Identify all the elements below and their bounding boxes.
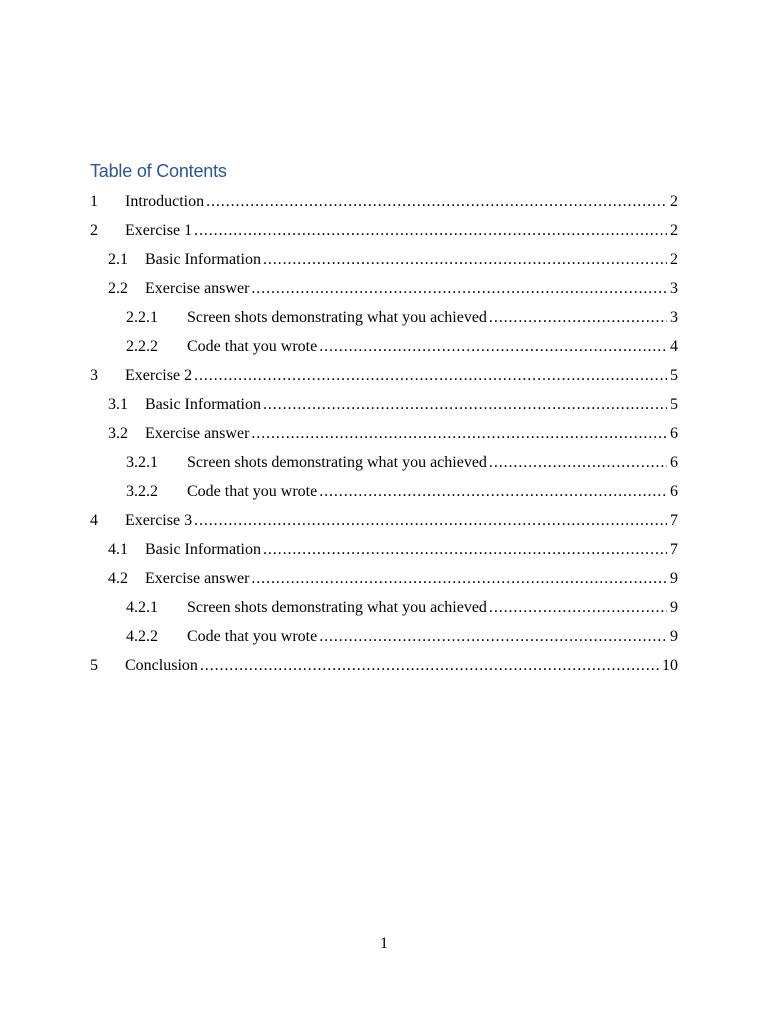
toc-entry-page: 9 (670, 569, 678, 587)
toc-entry[interactable] (90, 506, 678, 535)
toc-entry-number: 2.2.1 (126, 308, 158, 326)
toc-entry-title: Exercise 3 (125, 511, 193, 529)
toc-dot-leader (263, 395, 667, 415)
toc-dot-leader (319, 627, 667, 647)
toc-entry-page: 5 (670, 366, 678, 384)
toc-entry-title: Conclusion (125, 656, 198, 674)
toc-entry[interactable] (90, 593, 678, 622)
toc-entry-number: 4.2.2 (126, 627, 158, 645)
toc-dot-leader (263, 540, 667, 560)
toc-entry-page: 10 (662, 656, 678, 674)
toc-entry-number: 4 (90, 511, 98, 529)
toc-entry-title: Basic Information (145, 540, 261, 558)
toc-entry[interactable] (90, 303, 678, 332)
toc-entry-title: Exercise answer (145, 279, 250, 297)
toc-entry-page: 6 (670, 424, 678, 442)
toc-entry-page: 7 (670, 511, 678, 529)
toc-dot-leader (251, 569, 667, 589)
toc-entry-number: 2 (90, 221, 98, 239)
toc-entry[interactable] (90, 477, 678, 506)
toc-entry-number: 1 (90, 192, 98, 210)
toc-dot-leader (194, 366, 667, 386)
toc-entry[interactable] (90, 448, 678, 477)
toc-entry-title: Exercise 1 (125, 221, 193, 239)
toc-entry[interactable] (90, 419, 678, 448)
toc-entry-number: 2.1 (108, 250, 128, 268)
toc-entry-page: 6 (670, 453, 678, 471)
toc-entry[interactable] (90, 622, 678, 651)
toc-entry-title: Code that you wrote (187, 482, 318, 500)
toc-heading: Table of Contents (90, 161, 227, 181)
toc-dot-leader (263, 250, 667, 270)
toc-entry-number: 3.1 (108, 395, 128, 413)
toc-entry[interactable] (90, 651, 678, 680)
toc-dot-leader (206, 192, 667, 212)
toc-dot-leader (251, 279, 667, 299)
toc-dot-leader (319, 482, 667, 502)
toc-entry-page: 2 (670, 192, 678, 210)
toc-dot-leader (489, 453, 667, 473)
page-number: 1 (380, 935, 388, 952)
toc-entry-title: Screen shots demonstrating what you achieved (187, 453, 487, 471)
toc-entry-title: Code that you wrote (187, 627, 318, 645)
toc-entry-page: 4 (670, 337, 678, 355)
toc-dot-leader (194, 511, 667, 531)
toc-entry-title: Exercise 2 (125, 366, 193, 384)
toc-entry[interactable] (90, 245, 678, 274)
toc-entry[interactable] (90, 332, 678, 361)
toc-entry-title: Screen shots demonstrating what you achieved (187, 308, 487, 326)
toc-dot-leader (251, 424, 667, 444)
toc-list (90, 187, 678, 680)
toc-dot-leader (194, 221, 667, 241)
toc-entry[interactable] (90, 361, 678, 390)
toc-entry-title: Code that you wrote (187, 337, 318, 355)
toc-entry-page: 9 (670, 598, 678, 616)
toc-entry-number: 3 (90, 366, 98, 384)
toc-entry[interactable] (90, 274, 678, 303)
toc-entry[interactable] (90, 216, 678, 245)
toc-entry-page: 3 (670, 308, 678, 326)
toc-entry-title: Exercise answer (145, 569, 250, 587)
toc-entry[interactable] (90, 187, 678, 216)
toc-entry-number: 4.1 (108, 540, 128, 558)
toc-entry-number: 3.2.2 (126, 482, 158, 500)
toc-entry-page: 6 (670, 482, 678, 500)
toc-entry-page: 7 (670, 540, 678, 558)
toc-entry-page: 3 (670, 279, 678, 297)
toc-entry-page: 9 (670, 627, 678, 645)
toc-entry-title: Screen shots demonstrating what you achieved (187, 598, 487, 616)
toc-entry-number: 5 (90, 656, 98, 674)
toc-entry-page: 2 (670, 221, 678, 239)
toc-dot-leader (489, 598, 667, 618)
toc-entry-number: 2.2 (108, 279, 128, 297)
toc-dot-leader (319, 337, 667, 357)
toc-entry-page: 5 (670, 395, 678, 413)
toc-entry-page: 2 (670, 250, 678, 268)
toc-entry-number: 2.2.2 (126, 337, 158, 355)
toc-dot-leader (200, 656, 659, 676)
toc-entry-title: Basic Information (145, 250, 261, 268)
toc-entry-number: 4.2 (108, 569, 128, 587)
toc-entry[interactable] (90, 390, 678, 419)
toc-entry-number: 3.2.1 (126, 453, 158, 471)
toc-dot-leader (489, 308, 667, 328)
toc-entry-title: Basic Information (145, 395, 261, 413)
toc-entry-title: Exercise answer (145, 424, 250, 442)
toc-entry-number: 3.2 (108, 424, 128, 442)
toc-entry[interactable] (90, 564, 678, 593)
toc-entry-number: 4.2.1 (126, 598, 158, 616)
toc-entry-title: Introduction (125, 192, 205, 210)
toc-entry[interactable] (90, 535, 678, 564)
